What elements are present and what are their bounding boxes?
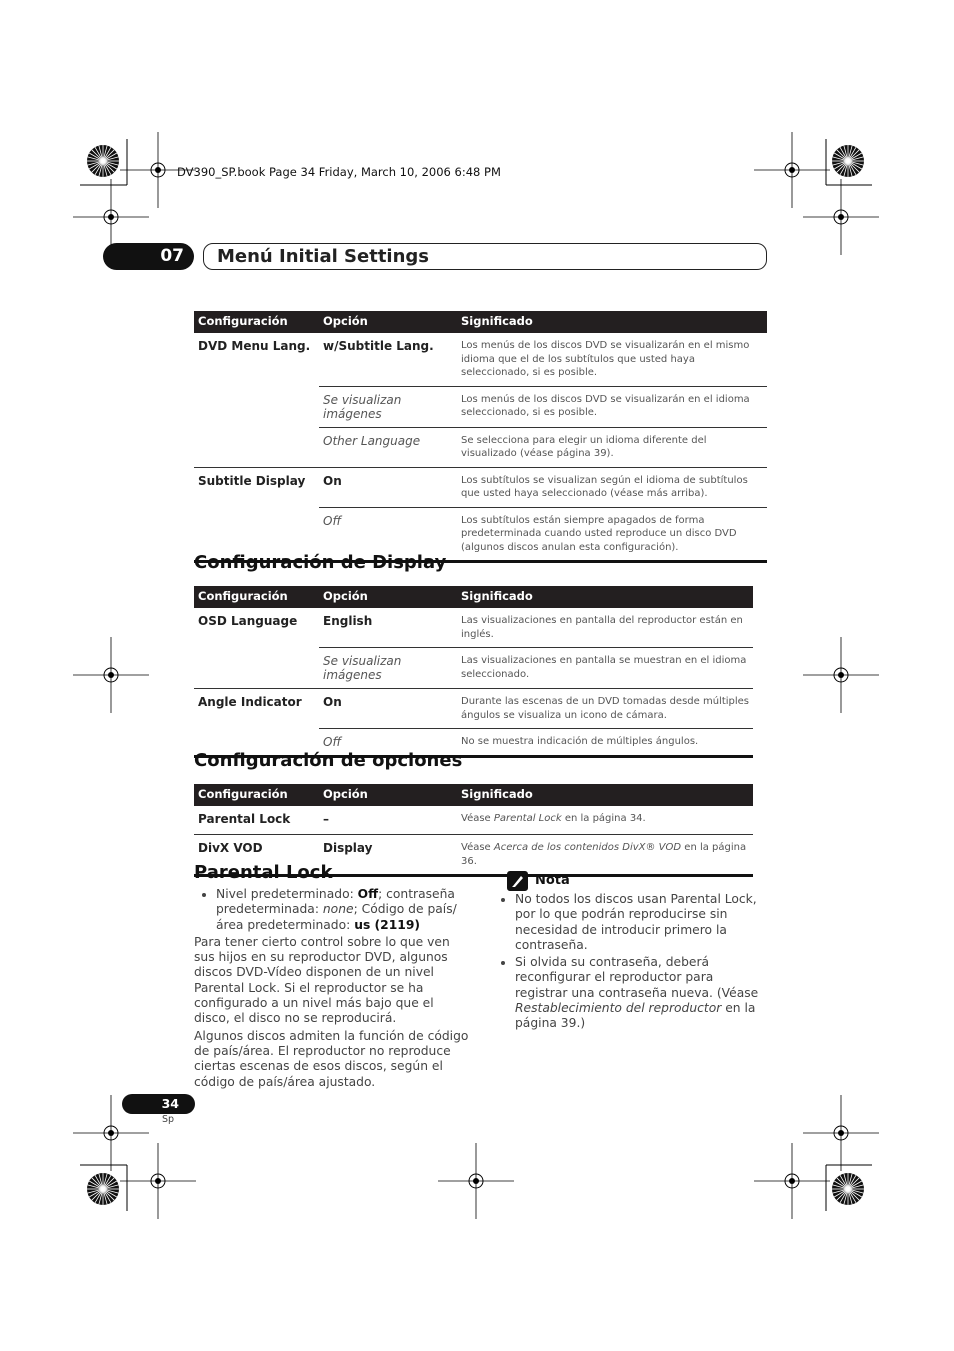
table-row xyxy=(194,689,753,729)
note-pencil-icon xyxy=(507,871,528,891)
column-header-meaning: Significado xyxy=(457,784,753,806)
language-code: Sp xyxy=(162,1114,175,1125)
table-header-row xyxy=(194,586,753,608)
config-cell: OSD Language xyxy=(198,614,298,628)
note-body xyxy=(501,892,767,1032)
option-cell: Off xyxy=(319,729,457,757)
config-cell xyxy=(194,648,319,689)
default-settings-bullet: • Nivel predeterminado: Off; contraseña predeterminada: none; Código de país/área predeterminado: us (2119) xyxy=(216,887,472,933)
column-header-option: Opción xyxy=(319,784,457,806)
option-cell: – xyxy=(323,812,329,826)
option-cell: Other Language xyxy=(319,427,457,467)
meaning-cell: No se muestra indicación de múltiples ángulos. xyxy=(457,729,753,757)
note-item: • No todos los discos usan Parental Lock, por lo que podrán reproducirse sin necesidad de introducir primero la contraseña. xyxy=(515,892,767,953)
option-cell: w/Subtitle Lang. xyxy=(323,339,434,353)
column-header-option: Opción xyxy=(319,586,457,608)
meaning-cell: Las visualizaciones en pantalla se muestran en el idioma seleccionado. xyxy=(457,648,753,689)
config-cell: Angle Indicator xyxy=(194,689,319,729)
paragraph: Para tener cierto control sobre lo que ven sus hijos en su reproductor DVD, algunos discos DVD-Vídeo disponen de un nivel Parental Lock. Si el reproductor se ha configurado a un nivel más bajo que el disco, el disco no se reproducirá. xyxy=(194,934,450,1026)
page-number: 34 xyxy=(122,1094,195,1114)
option-cell: On xyxy=(319,467,457,507)
meaning-cell: Los menús de los discos DVD se visualizarán en el mismo idioma que el de los subtítulos que usted haya seleccionado, si es posible. xyxy=(461,340,750,378)
config-cell: Subtitle Display xyxy=(194,467,319,507)
chapter-title: Menú Initial Settings xyxy=(203,243,767,270)
meaning-cell xyxy=(457,806,753,835)
parental-lock-body xyxy=(194,887,472,1090)
settings-table-language xyxy=(194,311,767,563)
parental-lock-title: Parental Lock xyxy=(194,862,333,883)
column-header-config: Configuración xyxy=(194,784,319,806)
meaning-cell: Las visualizaciones en pantalla del reproductor están en inglés. xyxy=(461,615,743,640)
option-cell: Display xyxy=(319,835,457,876)
table-row xyxy=(194,386,767,427)
table-row xyxy=(194,648,753,689)
section-title-display: Configuración de Display xyxy=(194,552,447,573)
config-cell: DVD Menu Lang. xyxy=(198,339,311,353)
note-title: Nota xyxy=(535,873,570,888)
column-header-config: Configuración xyxy=(194,586,319,608)
note-item: • Si olvida su contraseña, deberá reconfigurar el reproductor para registrar una contraseña nueva. (Véase Restablecimiento del reproductor en la página 39.) xyxy=(515,955,767,1031)
meaning-text: en la página 36. xyxy=(461,842,747,867)
table-row xyxy=(194,333,767,386)
column-header-meaning: Significado xyxy=(457,311,767,333)
option-cell: Se visualizan imágenes xyxy=(319,648,457,689)
table-row xyxy=(194,427,767,467)
meaning-cell: Los subtítulos se visualizan según el idioma de subtítulos que usted haya seleccionado (véase más arriba). xyxy=(457,467,767,507)
paragraph: Algunos discos admiten la función de código de país/área. El reproductor no reproduce ciertas escenas de esos discos, según el código de país/área ajustado. xyxy=(194,1028,469,1089)
table-header-row xyxy=(194,311,767,333)
table-row xyxy=(194,806,753,835)
option-cell: English xyxy=(323,614,373,628)
settings-table-display xyxy=(194,586,753,758)
option-cell: Se visualizan imágenes xyxy=(319,386,457,427)
meaning-cell: Durante las escenas de un DVD tomadas desde múltiples ángulos se visualiza un icono de cámara. xyxy=(457,689,753,729)
config-cell: DivX VOD xyxy=(194,835,319,876)
meaning-text: Véase xyxy=(461,842,494,853)
column-header-option: Opción xyxy=(319,311,457,333)
option-cell: On xyxy=(319,689,457,729)
table-row xyxy=(194,467,767,507)
column-header-config: Configuración xyxy=(194,311,319,333)
config-cell xyxy=(194,427,319,467)
meaning-cell: Los subtítulos están siempre apagados de forma predeterminada cuando usted reproduce un disco DVD (algunos discos anulan esta configuración). xyxy=(457,507,767,562)
meaning-text: en la página 34. xyxy=(561,813,646,824)
section-title-options: Configuración de opciones xyxy=(194,750,463,771)
config-cell xyxy=(194,386,319,427)
option-cell: Off xyxy=(319,507,457,562)
meaning-cell: Se selecciona para elegir un idioma diferente del visualizado (véase página 39). xyxy=(457,427,767,467)
column-header-meaning: Significado xyxy=(457,586,753,608)
config-cell: Parental Lock xyxy=(198,812,291,826)
table-header-row xyxy=(194,784,753,806)
file-info: DV390_SP.book Page 34 Friday, March 10, 2006 6:48 PM xyxy=(177,165,501,179)
table-row xyxy=(194,608,753,648)
meaning-text: Véase xyxy=(461,813,494,824)
meaning-reference: Acerca de los contenidos DivX® VOD xyxy=(493,842,682,853)
chapter-number: 07 xyxy=(103,243,194,270)
meaning-cell: Los menús de los discos DVD se visualizarán en el idioma seleccionado, si es posible. xyxy=(457,386,767,427)
meaning-reference: Parental Lock xyxy=(493,813,562,824)
meaning-cell xyxy=(457,835,753,876)
